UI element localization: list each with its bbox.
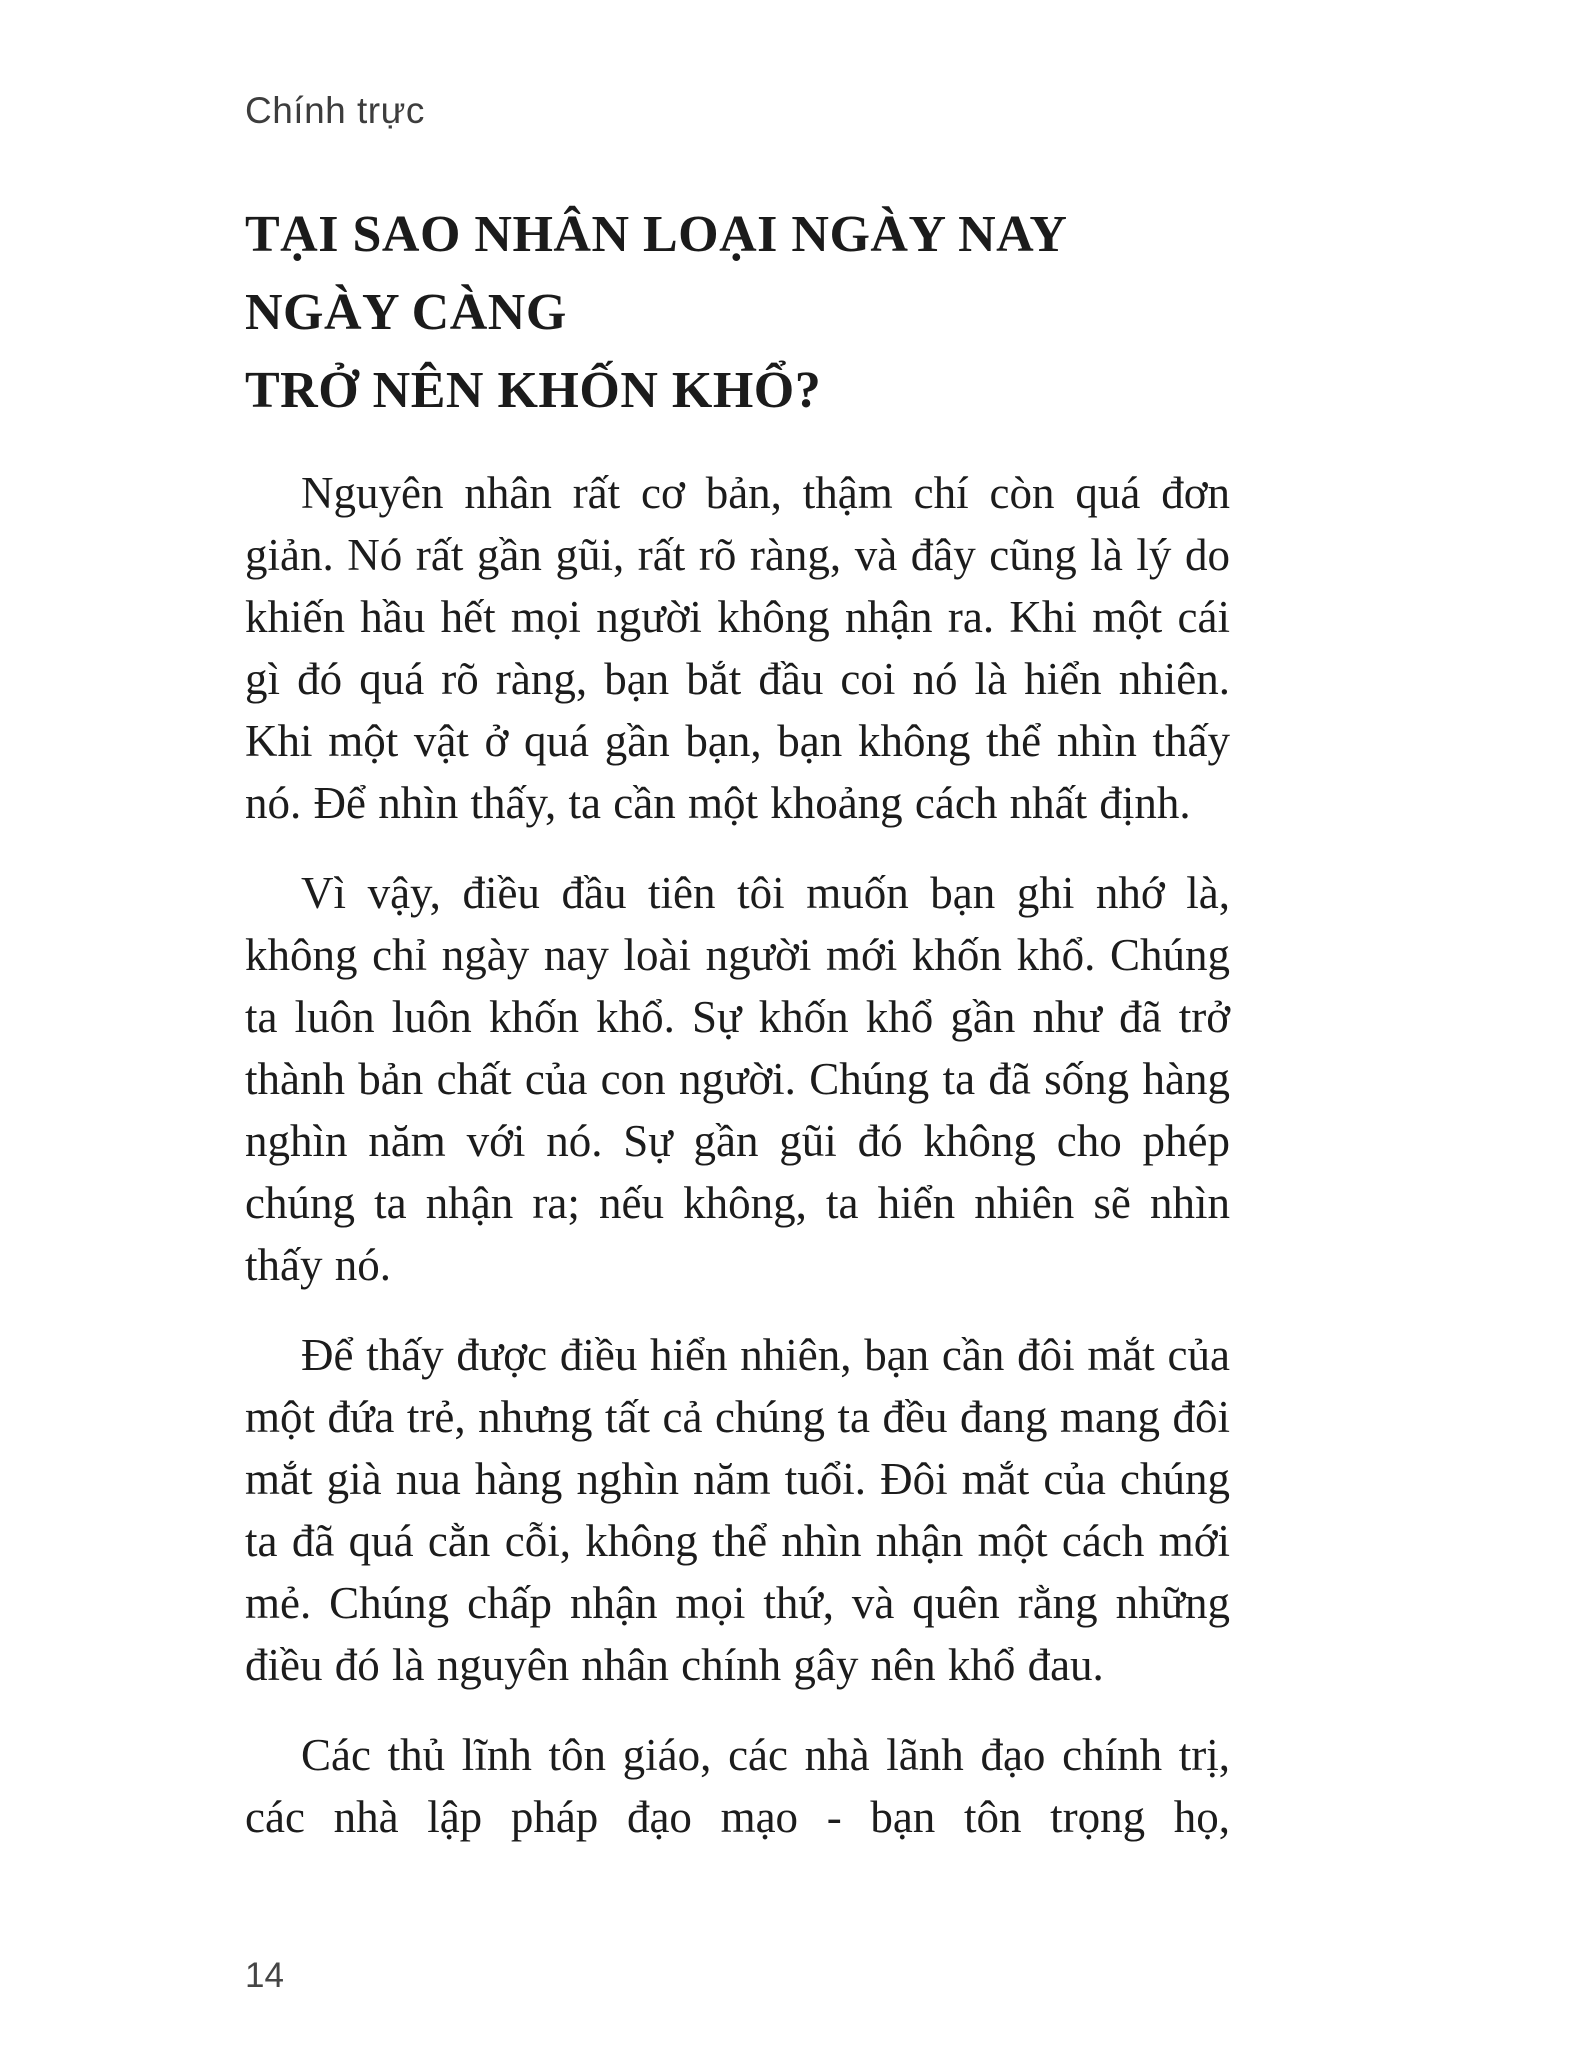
page-number: 14: [245, 1956, 284, 1995]
paragraph-2: Vì vậy, điều đầu tiên tôi muốn bạn ghi nhớ là, không chỉ ngày nay loài người mới khốn khổ. Chúng ta luôn luôn khốn khổ. Sự khốn khổ gần như đã trở thành bản chất của con người. Chúng ta đã sống hàng nghìn năm với nó. Sự gần gũi đó không cho phép chúng ta nhận ra; nếu không, ta hiển nhiên sẽ nhìn thấy nó.: [245, 868, 1230, 1290]
paragraph-1: Nguyên nhân rất cơ bản, thậm chí còn quá đơn giản. Nó rất gần gũi, rất rõ ràng, và đây cũng là lý do khiến hầu hết mọi người không nhận ra. Khi một cái gì đó quá rõ ràng, bạn bắt đầu coi nó là hiển nhiên. Khi một vật ở quá gần bạn, bạn không thể nhìn thấy nó. Để nhìn thấy, ta cần một khoảng cách nhất định.: [245, 468, 1230, 828]
paragraph-4: Các thủ lĩnh tôn giáo, các nhà lãnh đạo chính trị, các nhà lập pháp đạo mạo - bạn tôn trọng họ,: [245, 1730, 1230, 1842]
running-header: Chính trực: [245, 90, 425, 131]
chapter-title: [245, 196, 1230, 430]
chapter-title-line-2: TRỞ NÊN KHỐN KHỔ?: [245, 362, 822, 419]
paragraph-3: Để thấy được điều hiển nhiên, bạn cần đôi mắt của một đứa trẻ, nhưng tất cả chúng ta đều đang mang đôi mắt già nua hàng nghìn năm tuổi. Đôi mắt của chúng ta đã quá cằn cỗi, không thể nhìn nhận một cách mới mẻ. Chúng chấp nhận mọi thứ, và quên rằng những điều đó là nguyên nhân chính gây nên khổ đau.: [245, 1330, 1230, 1690]
body-text: [245, 462, 1230, 1848]
page-content: [245, 196, 1230, 1876]
chapter-title-line-1: TẠI SAO NHÂN LOẠI NGÀY NAY NGÀY CÀNG: [245, 206, 1066, 341]
